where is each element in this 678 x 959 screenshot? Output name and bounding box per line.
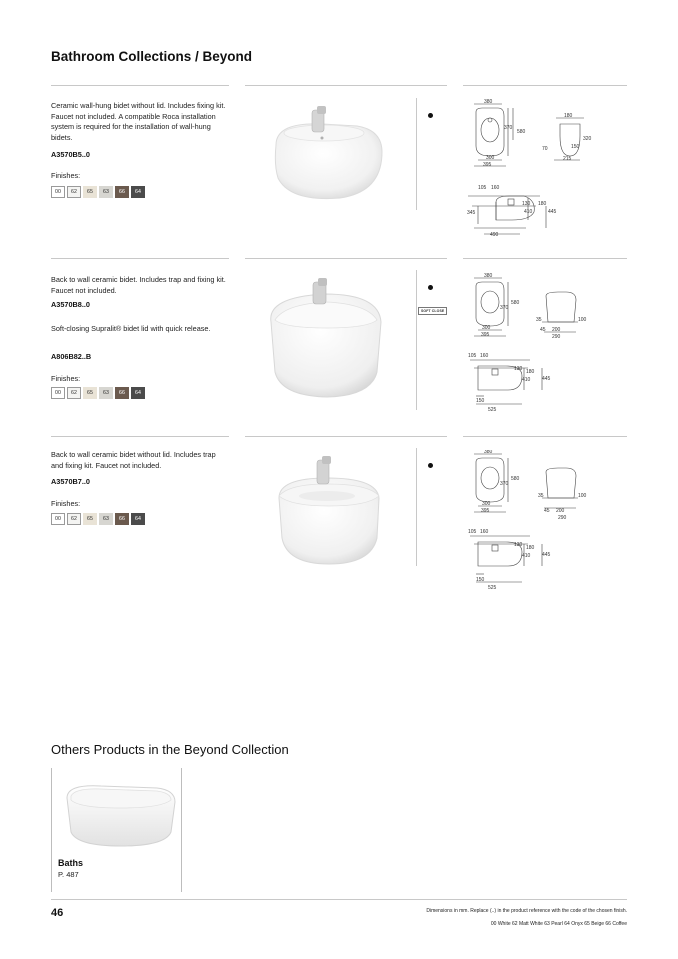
svg-text:380: 380 <box>484 99 493 105</box>
svg-text:380: 380 <box>484 273 493 279</box>
divider <box>245 85 447 86</box>
product-description: Back to wall ceramic bidet without lid. Includes trap and fixing kit. Faucet not included. <box>51 450 216 470</box>
section-title: Others Products in the Beyond Collection <box>51 742 289 757</box>
finish-swatch: 66 <box>115 387 129 399</box>
divider <box>463 436 627 437</box>
svg-text:320: 320 <box>583 136 592 142</box>
svg-text:160: 160 <box>480 353 489 359</box>
finish-legend: 00 White 62 Matt White 63 Pearl 64 Onyx 65 Beige 66 Coffee <box>490 921 627 927</box>
divider <box>51 436 229 437</box>
svg-text:290: 290 <box>552 334 561 340</box>
finish-swatches <box>51 387 145 399</box>
column-divider <box>416 270 417 410</box>
svg-text:290: 290 <box>558 515 567 521</box>
svg-text:180: 180 <box>526 545 535 551</box>
svg-text:160: 160 <box>480 529 489 535</box>
svg-text:150: 150 <box>571 144 580 150</box>
svg-text:370: 370 <box>504 125 513 131</box>
finishes-label: Finishes: <box>51 374 81 383</box>
divider <box>463 258 627 259</box>
divider <box>463 85 627 86</box>
technical-drawing <box>466 98 596 242</box>
finish-swatches <box>51 186 145 198</box>
divider <box>51 85 229 86</box>
card-border <box>181 768 182 892</box>
product-code: A3570B7..0 <box>51 477 90 486</box>
finish-swatch: 65 <box>83 387 97 399</box>
finish-swatch: 63 <box>99 387 113 399</box>
finish-swatch: 65 <box>83 513 97 525</box>
divider <box>51 258 229 259</box>
finish-swatch: 00 <box>51 186 65 198</box>
finish-swatch: 62 <box>67 513 81 525</box>
bullet-icon <box>428 113 433 118</box>
page-number: 46 <box>51 907 64 919</box>
svg-text:150: 150 <box>476 577 485 583</box>
bullet-icon <box>428 285 433 290</box>
finish-swatch: 66 <box>115 513 129 525</box>
svg-text:150: 150 <box>476 398 485 404</box>
product-photo <box>255 272 400 402</box>
product-description: Back to wall ceramic bidet. Includes trap and fixing kit. Faucet not included. <box>51 275 226 295</box>
svg-text:445: 445 <box>542 552 551 558</box>
svg-text:100: 100 <box>578 493 587 499</box>
svg-text:410: 410 <box>522 553 531 559</box>
svg-text:300: 300 <box>482 501 491 507</box>
column-divider <box>416 448 417 566</box>
bath-photo <box>61 776 179 851</box>
svg-text:395: 395 <box>481 332 490 338</box>
divider <box>245 258 447 259</box>
product-photo <box>265 452 395 567</box>
card-page-ref: P. 487 <box>58 870 79 879</box>
bullet-icon <box>428 463 433 468</box>
svg-text:580: 580 <box>517 129 526 135</box>
product-description: Ceramic wall-hung bidet without lid. Includes fixing kit. Faucet not included. A compatible Roca installation system is required for the installation of wall-hung bidets. <box>51 101 226 142</box>
svg-text:370: 370 <box>500 305 509 311</box>
svg-text:380: 380 <box>484 450 493 455</box>
svg-text:105: 105 <box>468 353 477 359</box>
svg-text:370: 370 <box>500 481 509 487</box>
svg-text:445: 445 <box>548 209 557 215</box>
finishes-label: Finishes: <box>51 171 81 180</box>
footer-divider <box>51 899 627 900</box>
svg-text:410: 410 <box>524 209 533 215</box>
finish-swatch: 63 <box>99 513 113 525</box>
product-code: A3570B5..0 <box>51 150 90 159</box>
page-title: Bathroom Collections / Beyond <box>51 49 253 64</box>
finish-swatch: 62 <box>67 186 81 198</box>
svg-text:200: 200 <box>556 508 565 514</box>
svg-text:35: 35 <box>536 317 542 323</box>
product-photo <box>262 100 392 210</box>
finishes-label: Finishes: <box>51 499 81 508</box>
finish-swatch: 65 <box>83 186 97 198</box>
finish-swatch: 00 <box>51 387 65 399</box>
svg-text:300: 300 <box>486 155 495 161</box>
svg-text:395: 395 <box>481 508 490 514</box>
technical-drawing <box>466 450 596 594</box>
svg-text:490: 490 <box>490 232 499 238</box>
svg-text:35: 35 <box>538 493 544 499</box>
finish-swatch: 63 <box>99 186 113 198</box>
svg-text:345: 345 <box>467 210 476 216</box>
finish-swatch: 64 <box>131 186 145 198</box>
dimensions-footnote: Dimensions in mm. Replace (..) in the product reference with the code of the chosen finish. <box>426 908 627 914</box>
product-code: A3570B8..0 <box>51 300 90 309</box>
svg-text:180: 180 <box>538 201 547 207</box>
related-product-card[interactable] <box>51 768 182 892</box>
lid-description: Soft-closing Supralit® bidet lid with quick release. <box>51 324 211 333</box>
finish-swatch: 62 <box>67 387 81 399</box>
technical-drawing <box>466 272 596 416</box>
svg-text:45: 45 <box>540 327 546 333</box>
svg-text:300: 300 <box>482 325 491 331</box>
svg-text:580: 580 <box>511 300 520 306</box>
svg-text:70: 70 <box>542 146 548 152</box>
finish-swatch: 66 <box>115 186 129 198</box>
svg-text:395: 395 <box>483 162 492 168</box>
svg-text:200: 200 <box>552 327 561 333</box>
svg-text:445: 445 <box>542 376 551 382</box>
divider <box>245 436 447 437</box>
svg-text:180: 180 <box>526 369 535 375</box>
svg-text:410: 410 <box>522 377 531 383</box>
svg-text:130: 130 <box>514 366 523 372</box>
svg-text:105: 105 <box>468 529 477 535</box>
svg-text:130: 130 <box>514 542 523 548</box>
card-title: Baths <box>58 858 84 868</box>
svg-text:130: 130 <box>522 201 531 207</box>
svg-text:100: 100 <box>578 317 587 323</box>
svg-text:105: 105 <box>478 185 487 191</box>
svg-text:180: 180 <box>564 113 573 119</box>
svg-text:215: 215 <box>563 156 572 162</box>
svg-text:45: 45 <box>544 508 550 514</box>
finish-swatch: 64 <box>131 513 145 525</box>
finish-swatches <box>51 513 145 525</box>
finish-swatch: 64 <box>131 387 145 399</box>
column-divider <box>416 98 417 210</box>
lid-code: A806B82..B <box>51 352 92 361</box>
soft-close-badge: SOFT CLOSE <box>418 307 447 315</box>
svg-text:525: 525 <box>488 585 497 591</box>
svg-text:160: 160 <box>491 185 500 191</box>
svg-text:525: 525 <box>488 407 497 413</box>
card-border <box>51 768 52 892</box>
svg-text:580: 580 <box>511 476 520 482</box>
finish-swatch: 00 <box>51 513 65 525</box>
